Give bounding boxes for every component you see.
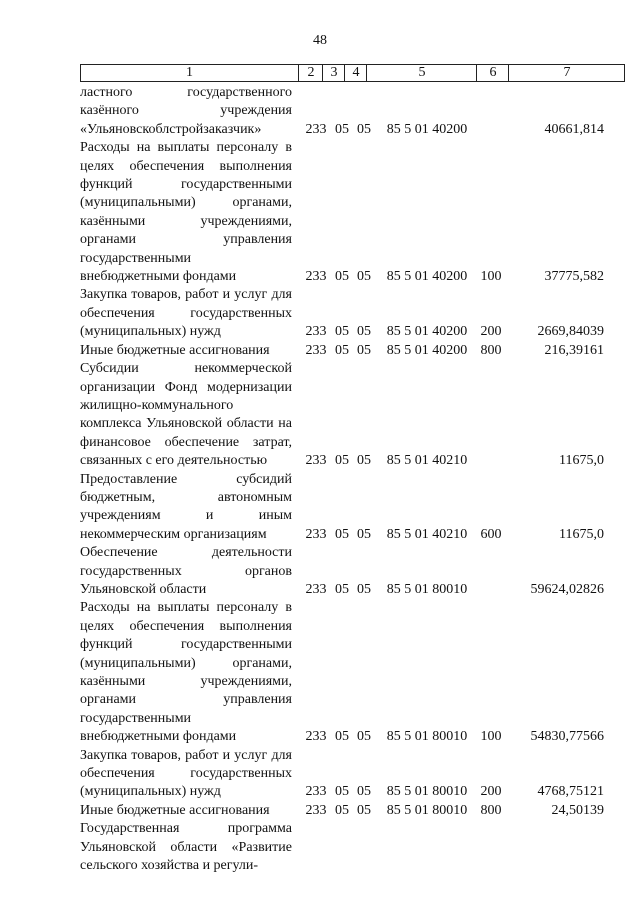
row-description: Предоставление субсидий бюджетным, автономным учреждениям и иным некоммерческим организациям <box>80 471 292 542</box>
row-col-2: 233 <box>305 121 327 137</box>
row-col-2: 233 <box>305 729 327 745</box>
row-col-3: 05 <box>335 802 349 818</box>
row-col-2: 233 <box>305 269 327 285</box>
row-col-5: 85 5 01 40200 <box>386 342 468 358</box>
row-col-3: 05 <box>335 729 349 745</box>
row-description: Обеспечение деятельности государственных органов Ульяновской области <box>80 545 292 597</box>
row-col-4: 05 <box>357 526 371 542</box>
row-col-5: 85 5 01 80010 <box>386 784 468 800</box>
table-row <box>0 139 640 286</box>
row-description: Иные бюджетные ассигнования <box>80 802 270 818</box>
row-col-7: 59624,02826 <box>530 581 604 597</box>
row-col-5: 85 5 01 40210 <box>386 453 468 469</box>
row-description: ластного государственного казённого учреждения «Ульяновскоблстройзаказчик» <box>80 85 292 137</box>
row-col-4: 05 <box>357 784 371 800</box>
row-col-6: 200 <box>480 324 502 340</box>
row-col-4: 05 <box>357 581 371 597</box>
row-col-7: 37775,582 <box>544 269 604 285</box>
header-col-1: 1 <box>186 65 193 80</box>
row-col-4: 05 <box>357 802 371 818</box>
row-description: Закупка товаров, работ и услуг для обеспечения государственных (муниципальных) нужд <box>80 287 292 340</box>
row-col-4: 05 <box>357 324 371 340</box>
row-col-2: 233 <box>305 581 327 597</box>
header-col-7: 7 <box>508 65 625 81</box>
header-col-4: 4 <box>344 65 367 81</box>
row-col-7: 24,50139 <box>551 802 604 818</box>
header-col-6: 6 <box>476 65 509 81</box>
table-row <box>0 84 640 139</box>
row-col-3: 05 <box>335 342 349 358</box>
row-col-4: 05 <box>357 453 371 469</box>
row-col-6: 800 <box>480 802 502 818</box>
row-description: Закупка товаров, работ и услуг для обеспечения государственных (муниципальных) нужд <box>80 747 292 800</box>
table-row <box>0 286 640 341</box>
row-col-6: 100 <box>480 269 502 285</box>
table-header <box>80 64 625 82</box>
row-col-7: 11675,0 <box>559 453 604 469</box>
row-col-4: 05 <box>357 269 371 285</box>
row-col-4: 05 <box>357 342 371 358</box>
row-col-2: 233 <box>305 526 327 542</box>
row-col-7: 40661,814 <box>544 121 604 137</box>
row-description: Государственная программа Ульяновской области «Развитие сельского хозяйства и регули- <box>80 821 292 874</box>
row-col-3: 05 <box>335 581 349 597</box>
row-col-4: 05 <box>357 121 371 137</box>
row-col-3: 05 <box>335 324 349 340</box>
row-col-7: 2669,84039 <box>537 324 604 340</box>
row-col-6: 100 <box>480 729 502 745</box>
table-row <box>0 360 640 470</box>
row-col-5: 85 5 01 80010 <box>386 729 468 745</box>
row-col-7: 11675,0 <box>559 526 604 542</box>
row-col-6: 600 <box>480 526 502 542</box>
header-col-5: 5 <box>366 65 477 81</box>
table-row <box>0 747 640 802</box>
row-col-5: 85 5 01 40200 <box>386 269 468 285</box>
row-col-2: 233 <box>305 784 327 800</box>
row-description: Расходы на выплаты персоналу в целях обеспечения выполнения функций государственными (муниципальными) органами, казёнными учреждениями, органами управления государственными внебюджетными фондами <box>80 140 292 285</box>
row-col-2: 233 <box>305 342 327 358</box>
row-col-3: 05 <box>335 453 349 469</box>
page-number: 48 <box>313 33 327 48</box>
row-col-2: 233 <box>305 802 327 818</box>
table-row <box>0 802 640 820</box>
table-row <box>0 599 640 746</box>
header-col-3: 3 <box>322 65 345 81</box>
row-description: Расходы на выплаты персоналу в целях обеспечения выполнения функций государственными (муниципальными) органами, казёнными учреждениями, органами управления государственными внебюджетными фондами <box>80 600 292 745</box>
row-col-5: 85 5 01 40200 <box>386 121 468 137</box>
row-col-7: 54830,77566 <box>530 729 604 745</box>
row-col-3: 05 <box>335 269 349 285</box>
row-col-4: 05 <box>357 729 371 745</box>
row-col-5: 85 5 01 40200 <box>386 324 468 340</box>
table-body <box>0 84 640 875</box>
header-col-2: 2 <box>298 65 323 81</box>
row-col-3: 05 <box>335 526 349 542</box>
table-row <box>0 820 640 875</box>
table-row <box>0 471 640 545</box>
row-description: Иные бюджетные ассигнования <box>80 342 270 358</box>
table-row <box>0 544 640 599</box>
row-col-3: 05 <box>335 784 349 800</box>
table-row <box>0 342 640 360</box>
row-description: Субсидии некоммерческой организации Фонд модернизации жилищно-коммунального комплекса Ульяновской области на финансовое обеспечение затрат, связанных с его деятельностью <box>80 361 292 469</box>
row-col-6: 800 <box>480 342 502 358</box>
row-col-2: 233 <box>305 453 327 469</box>
row-col-5: 85 5 01 80010 <box>386 581 468 597</box>
row-col-2: 233 <box>305 324 327 340</box>
row-col-3: 05 <box>335 121 349 137</box>
row-col-7: 4768,75121 <box>537 784 604 800</box>
row-col-7: 216,39161 <box>544 342 604 358</box>
row-col-5: 85 5 01 40210 <box>386 526 468 542</box>
row-col-6: 200 <box>480 784 502 800</box>
row-col-5: 85 5 01 80010 <box>386 802 468 818</box>
